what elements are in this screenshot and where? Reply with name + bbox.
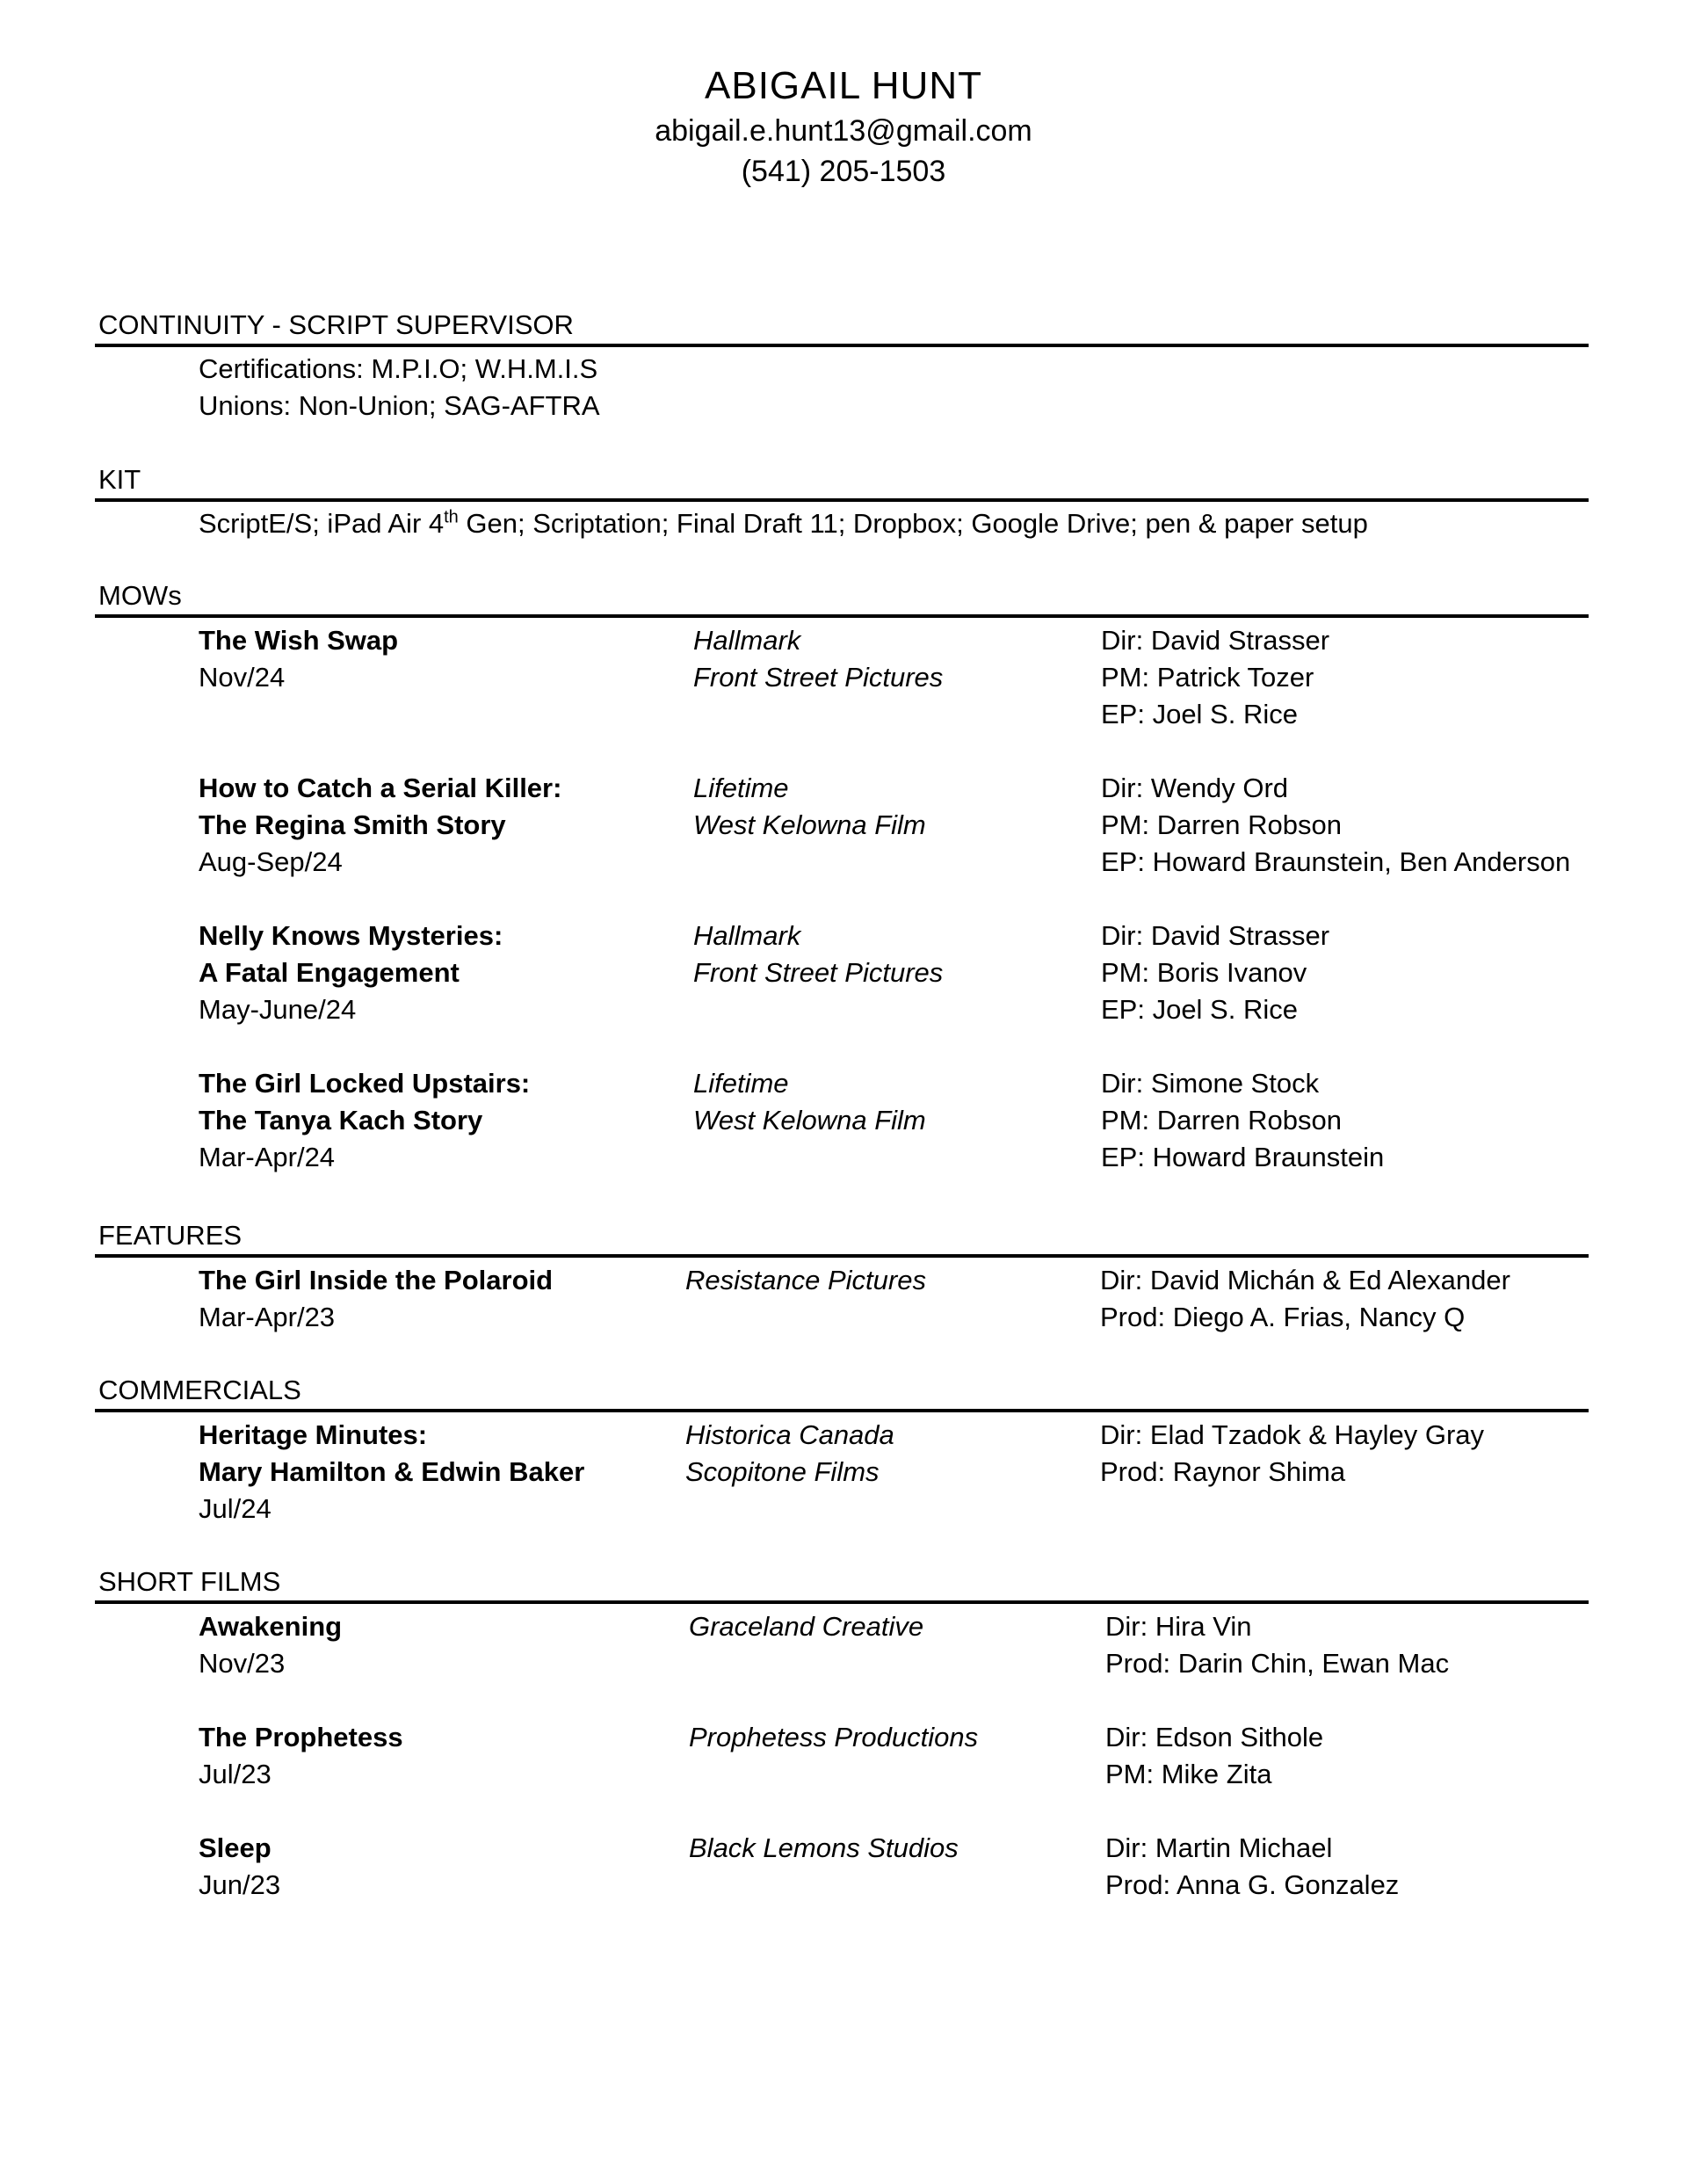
production-column — [199, 1830, 691, 1904]
crew-column — [1101, 1065, 1646, 1176]
executive-producer: EP: Howard Braunstein, Ben Anderson — [1101, 846, 1571, 877]
executive-producer: EP: Joel S. Rice — [1101, 994, 1298, 1025]
credit-entry — [95, 1608, 1589, 1682]
production-column — [199, 1608, 691, 1682]
production-date: Jul/24 — [199, 1493, 272, 1524]
section-short-films — [95, 1564, 1589, 1904]
producer: Prod: Darin Chin, Ewan Mac — [1105, 1648, 1450, 1679]
company-column — [693, 770, 1097, 844]
credit-entry — [95, 1262, 1589, 1336]
production-company: West Kelowna Film — [693, 1105, 926, 1136]
crew-column — [1100, 1262, 1645, 1336]
network: Hallmark — [693, 625, 801, 656]
production-company: Front Street Pictures — [693, 662, 944, 693]
section-title: CONTINUITY - SCRIPT SUPERVISOR — [98, 309, 574, 340]
section-features — [95, 1218, 1589, 1336]
credit-entry — [95, 918, 1589, 1028]
director: Dir: Hira Vin — [1105, 1611, 1252, 1642]
director: Dir: Wendy Ord — [1101, 773, 1289, 803]
director: Dir: Martin Michael — [1105, 1832, 1333, 1863]
credit-entry — [95, 1065, 1589, 1176]
crew-column — [1105, 1608, 1650, 1682]
director: Dir: Edson Sithole — [1105, 1722, 1324, 1752]
director: Dir: David Strasser — [1101, 920, 1330, 951]
production-title: How to Catch a Serial Killer: — [199, 773, 562, 803]
production-manager: PM: Boris Ivanov — [1101, 957, 1307, 988]
section-commercials — [95, 1373, 1589, 1527]
production-company: Resistance Pictures — [685, 1265, 926, 1295]
section-title: KIT — [98, 464, 141, 495]
production-date: Mar-Apr/24 — [199, 1142, 336, 1172]
company-column — [689, 1719, 1093, 1756]
production-subtitle: The Tanya Kach Story — [199, 1105, 483, 1136]
production-column — [199, 1719, 691, 1793]
director: Dir: David Strasser — [1101, 625, 1330, 656]
production-column — [199, 622, 691, 696]
section-divider — [95, 1600, 1589, 1604]
section-title: FEATURES — [98, 1220, 243, 1251]
company-column — [685, 1417, 1090, 1491]
crew-column — [1101, 918, 1646, 1028]
production-column — [199, 770, 691, 881]
company-column — [693, 1065, 1097, 1139]
production-manager: PM: Mike Zita — [1105, 1759, 1272, 1789]
company-column — [689, 1608, 1093, 1645]
production-manager: PM: Darren Robson — [1101, 1105, 1342, 1136]
production-title: Nelly Knows Mysteries: — [199, 920, 503, 951]
production-company: Scopitone Films — [685, 1456, 880, 1487]
crew-column — [1105, 1719, 1650, 1793]
production-title: The Prophetess — [199, 1722, 403, 1752]
client: Historica Canada — [685, 1419, 894, 1450]
company-column — [685, 1262, 1090, 1299]
section-title: SHORT FILMS — [98, 1566, 281, 1597]
credit-entry — [95, 1417, 1589, 1527]
director: Dir: David Michán & Ed Alexander — [1100, 1265, 1510, 1295]
production-company: Black Lemons Studios — [689, 1832, 959, 1863]
production-column — [199, 1417, 691, 1527]
production-title: Heritage Minutes: — [199, 1419, 428, 1450]
section-kit — [95, 462, 1589, 542]
kit-text-start: ScriptE/S; iPad Air 4 — [199, 508, 445, 539]
section-divider — [95, 344, 1589, 347]
production-column — [199, 1262, 691, 1336]
executive-producer: EP: Howard Braunstein — [1101, 1142, 1385, 1172]
production-company: Prophetess Productions — [689, 1722, 979, 1752]
producer: Prod: Diego A. Frias, Nancy Q — [1100, 1302, 1466, 1332]
kit-text-end: Gen; Scriptation; Final Draft 11; Dropbox; Google Drive; pen & paper setup — [458, 508, 1368, 539]
production-date: Nov/24 — [199, 662, 286, 693]
resume-header — [0, 62, 1687, 192]
production-manager: PM: Darren Robson — [1101, 809, 1342, 840]
section-divider — [95, 498, 1589, 502]
section-continuity — [95, 308, 1589, 424]
section-divider — [95, 1254, 1589, 1258]
crew-column — [1101, 622, 1646, 733]
section-mows — [95, 578, 1589, 1176]
producer: Prod: Anna G. Gonzalez — [1105, 1869, 1400, 1900]
production-date: May-June/24 — [199, 994, 357, 1025]
credit-entry — [95, 622, 1589, 733]
credit-entry — [95, 1830, 1589, 1904]
section-title: MOWs — [98, 580, 182, 611]
production-manager: PM: Patrick Tozer — [1101, 662, 1314, 693]
director: Dir: Simone Stock — [1101, 1068, 1320, 1099]
section-divider — [95, 614, 1589, 618]
production-column — [199, 1065, 691, 1176]
producer: Prod: Raynor Shima — [1100, 1456, 1346, 1487]
section-divider — [95, 1409, 1589, 1412]
production-date: Aug-Sep/24 — [199, 846, 343, 877]
production-title: The Girl Locked Upstairs: — [199, 1068, 531, 1099]
section-title: COMMERCIALS — [98, 1375, 301, 1405]
production-subtitle: Mary Hamilton & Edwin Baker — [199, 1456, 585, 1487]
company-column — [689, 1830, 1093, 1867]
network: Lifetime — [693, 773, 789, 803]
credit-entry — [95, 770, 1589, 881]
executive-producer: EP: Joel S. Rice — [1101, 699, 1298, 729]
crew-column — [1101, 770, 1646, 881]
applicant-name: ABIGAIL HUNT — [705, 64, 982, 107]
kit-superscript: th — [444, 507, 459, 527]
production-date: Jun/23 — [199, 1869, 281, 1900]
unions-line: Unions: Non-Union; SAG-AFTRA — [199, 390, 600, 421]
production-title: The Girl Inside the Polaroid — [199, 1265, 554, 1295]
company-column — [693, 918, 1097, 991]
network: Lifetime — [693, 1068, 789, 1099]
crew-column — [1100, 1417, 1645, 1491]
crew-column — [1105, 1830, 1650, 1904]
production-title: Awakening — [199, 1611, 343, 1642]
company-column — [693, 622, 1097, 696]
production-company: Graceland Creative — [689, 1611, 924, 1642]
production-subtitle: A Fatal Engagement — [199, 957, 460, 988]
production-date: Jul/23 — [199, 1759, 272, 1789]
network: Hallmark — [693, 920, 801, 951]
production-title: The Wish Swap — [199, 625, 399, 656]
production-title: Sleep — [199, 1832, 272, 1863]
credit-entry — [95, 1719, 1589, 1793]
production-column — [199, 918, 691, 1028]
production-subtitle: The Regina Smith Story — [199, 809, 506, 840]
certifications-line: Certifications: M.P.I.O; W.H.M.I.S — [199, 353, 598, 384]
phone-number: (541) 205-1503 — [741, 155, 946, 188]
email-address: abigail.e.hunt13@gmail.com — [655, 114, 1032, 148]
director: Dir: Elad Tzadok & Hayley Gray — [1100, 1419, 1485, 1450]
production-company: Front Street Pictures — [693, 957, 944, 988]
production-date: Nov/23 — [199, 1648, 286, 1679]
production-date: Mar-Apr/23 — [199, 1302, 336, 1332]
production-company: West Kelowna Film — [693, 809, 926, 840]
kit-list — [95, 505, 1589, 542]
